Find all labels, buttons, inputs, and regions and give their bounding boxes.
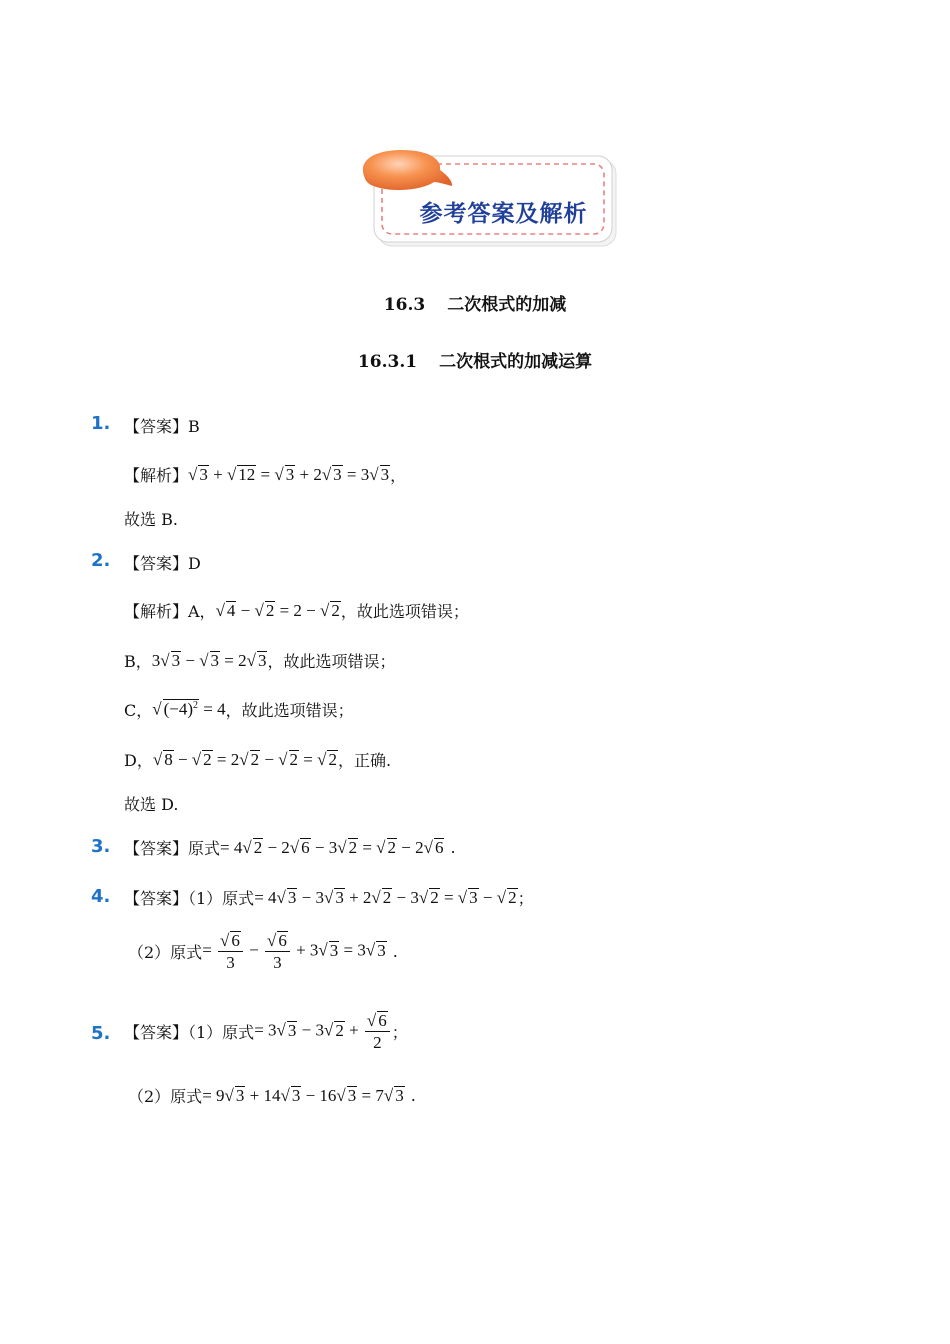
q2-conclusion: 故选 D.: [124, 795, 179, 814]
q3-answer: [124, 836, 456, 859]
section-number: 16.3: [383, 295, 426, 315]
section-title: 二次根式的加减: [447, 295, 567, 315]
q2-d-formula: √ 8 − √ 2 = 2√ 2 − √ 2 = √ 2: [152, 749, 337, 769]
q1-step-end: ，: [390, 466, 407, 485]
q2-option-b: [124, 649, 396, 672]
q2-a-formula: √ 4 − √ 2 = 2 − √ 2: [215, 600, 340, 620]
answer-banner: [356, 150, 621, 250]
q2-b-formula: 3√ 3 − √ 3 = 2√ 3: [151, 650, 267, 670]
q3-formula: = 4√ 2 − 2√ 6 − 3√ 2 = √ 2 − 2√ 6: [220, 837, 444, 857]
q4-part-2-formula: = $\frac{√ 6}{3}$ − $\frac{√ 6}{3}$ + 3√ 3 = 3√ 3: [202, 931, 386, 973]
q1-analysis-label: 【解析】: [124, 466, 189, 485]
q1-conclusion: 故选 B.: [124, 510, 178, 529]
q3-answer-label: 【答案】原式: [124, 839, 221, 858]
q5-part-1-end: ；: [391, 1023, 408, 1043]
banner-title: 参考答案及解析: [419, 201, 588, 227]
subsection-number: 16.3.1: [357, 352, 418, 372]
question-3-number: 3.: [91, 836, 111, 857]
q5-part-2-end: .: [410, 1086, 416, 1105]
q1-answer-label: 【答案】B: [124, 417, 200, 436]
section-heading: [0, 290, 950, 315]
q4-part-2-label: （2）原式: [128, 943, 203, 963]
q2-c-label: C，: [124, 701, 153, 720]
q2-d-label: D，: [124, 751, 153, 770]
q5-part-2-label: （2）原式: [128, 1087, 203, 1106]
question-1-number: 1.: [91, 413, 111, 434]
q4-part-2-end: .: [392, 942, 398, 962]
q2-option-c: [124, 698, 354, 721]
subsection-title: 二次根式的加减运算: [439, 352, 593, 372]
q4-part-1-end: ；: [517, 889, 534, 908]
question-4-number: 4.: [91, 886, 111, 907]
q2-option-a: [124, 599, 469, 622]
q3-end: .: [450, 838, 456, 857]
q5-answer-label: 【答案】（1）原式: [124, 1023, 255, 1043]
q2-b-comment: ，故此选项错误；: [267, 652, 396, 671]
q4-part-2: [128, 930, 398, 974]
q2-answer-label: 【答案】D: [124, 554, 201, 573]
q1-analysis: [124, 463, 406, 486]
q2-c-formula: √ $(-4)^2 = 4$: [152, 699, 226, 719]
q1-formula: √ 3 + √ 12 = √ 3 + 2√ 3 = 3√ 3: [188, 464, 390, 484]
q4-part-1-formula: = 4√ 3 − 3√ 3 + 2√ 2 − 3√ 2 = √ 3 − √ 2: [254, 887, 517, 907]
q5-part-1: [124, 1010, 408, 1054]
q2-a-comment: ，故此选项错误；: [340, 602, 469, 621]
question-2-number: 2.: [91, 550, 111, 571]
q5-part-2: [128, 1084, 416, 1107]
q2-option-d: [124, 748, 391, 771]
q4-answer-label: 【答案】（1）原式: [124, 889, 255, 908]
subsection-heading: [0, 347, 950, 372]
q2-d-comment: ，正确.: [337, 751, 392, 770]
q2-answer: [124, 551, 201, 574]
q5-part-2-formula: = 9√ 3 + 14√ 3 − 16√ 3 = 7√ 3: [202, 1085, 404, 1105]
q2-c-comment: ，故此选项错误；: [225, 701, 354, 720]
question-5-number: 5.: [91, 1023, 111, 1044]
q5-part-1-formula: = 3√ 3 − 3√ 2 + $\frac{√ 6}{2}$: [254, 1010, 392, 1054]
q4-part-1: [124, 886, 534, 909]
q1-answer: [124, 414, 200, 437]
q2-b-label: B，: [124, 652, 152, 671]
q2-analysis-label: 【解析】A，: [124, 602, 216, 621]
